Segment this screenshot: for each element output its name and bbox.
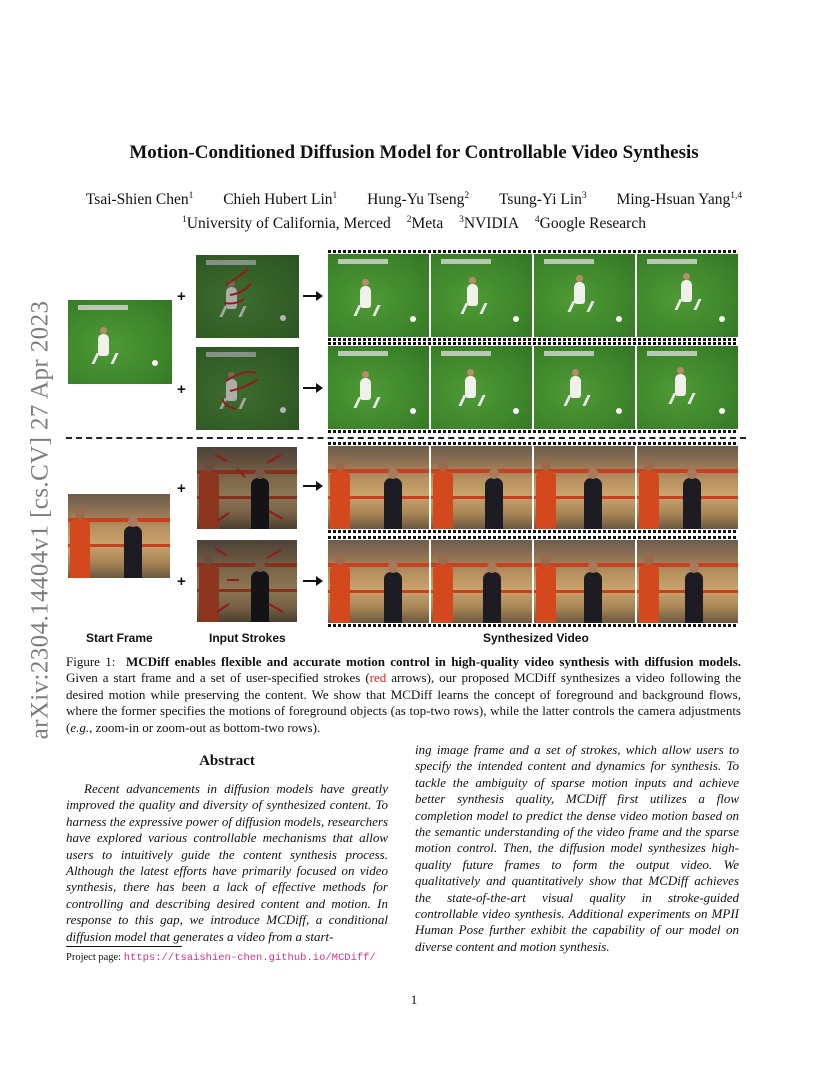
start-frame-soccer xyxy=(68,300,172,384)
synth-frame xyxy=(328,540,429,623)
author: Tsai-Shien Chen$^1$ xyxy=(85,191,194,209)
arrow-icon xyxy=(303,387,321,389)
plus-sign: + xyxy=(177,381,186,398)
stroke-frame-soccer-2 xyxy=(196,347,299,430)
author: Tsung-Yi Lin$^3$ xyxy=(499,191,587,209)
arrow-icon xyxy=(303,485,321,487)
stroke-frame-factory-1 xyxy=(197,447,297,529)
affiliation-list xyxy=(60,210,768,234)
synth-frame xyxy=(431,446,532,529)
author-list xyxy=(60,186,768,210)
affiliation: $^1$University of California, Merced xyxy=(182,215,391,233)
label-synthesized-video: Synthesized Video xyxy=(483,631,589,645)
synth-frame xyxy=(534,446,635,529)
synth-frame xyxy=(431,540,532,623)
author: Chieh Hubert Lin$^1$ xyxy=(223,191,338,209)
stroke-frame-soccer-1 xyxy=(196,255,299,338)
synth-frame xyxy=(637,540,738,623)
stroke-frame-factory-2 xyxy=(197,540,297,622)
motion-stroke-icon xyxy=(196,347,299,430)
motion-stroke-icon xyxy=(197,540,297,622)
author-block xyxy=(60,186,768,234)
affiliation: $^3$NVIDIA xyxy=(459,215,520,233)
arrow-icon xyxy=(303,580,321,582)
motion-stroke-icon xyxy=(196,255,299,338)
abstract-right-column: ing image frame and a set of strokes, which allow users to specify the intended content and dynamics for synthesis. To tackle the ambiguity of sparse motion inputs and achieve better synthesis quality, MCDiff first utilizes a flow completion model to predict the dense video motion based on the semantic understanding of the video frame and the sparse motion control. Then, the diffusion model synthesizes high-quality future frames to form the output video. We qualitatively and quantitatively show that MCDiff achieves the state-of-the-art visual quality in stroke-guided controllable video synthesis. Additional experiments on MPII Human Pose further exhibit the capability of our model on diverse content and motion synthesis. xyxy=(415,742,739,954)
synth-frame xyxy=(637,346,738,429)
plus-sign: + xyxy=(177,573,186,590)
synth-frame xyxy=(431,346,532,429)
start-frame-factory xyxy=(68,494,170,578)
footnote-rule xyxy=(66,946,182,947)
synth-frame xyxy=(431,254,532,337)
page-number: 1 xyxy=(410,992,418,1007)
synth-frame xyxy=(328,254,429,337)
affiliation: $^2$Meta xyxy=(406,215,444,233)
figure-separator xyxy=(66,437,746,439)
figure-1 xyxy=(66,250,746,650)
paper-title: Motion-Conditioned Diffusion Model for Controllable Video Synthesis xyxy=(129,142,699,163)
synth-frame xyxy=(534,540,635,623)
figure-caption: Figure 1: MCDiff enables flexible and accurate motion control in high-quality video synthesis with diffusion models. Given a start frame and a set of user-specified strokes (red arrows), our proposed MCDiff synthesizes a video following the desired motion while preserving the content. We show that MCDiff learns the concept of foreground and background flows, where the former specifies the motions of foreground objects (as top-two rows), while the latter controls the camera adjustments (e.g., zoom-in or zoom-out as bottom-two rows). xyxy=(66,654,742,735)
project-page-link[interactable]: https://tsaishien-chen.github.io/MCDiff/ xyxy=(123,952,376,964)
arxiv-id: arXiv:2304.14404v1 [cs.CV] 27 Apr 2023 xyxy=(26,300,53,740)
author: Hung-Yu Tseng$^2$ xyxy=(367,191,470,209)
arxiv-stamp xyxy=(22,285,58,755)
affiliation: $^4$Google Research xyxy=(534,215,646,233)
synth-frame xyxy=(637,446,738,529)
synth-frame xyxy=(534,346,635,429)
abstract-heading: Abstract xyxy=(199,753,255,769)
label-start-frame: Start Frame xyxy=(86,631,153,645)
synth-frame xyxy=(637,254,738,337)
plus-sign: + xyxy=(177,480,186,497)
arrow-icon xyxy=(303,295,321,297)
synth-frame xyxy=(328,446,429,529)
footnote: Project page: https://tsaishien-chen.github.io/MCDiff/ xyxy=(66,952,376,964)
author: Ming-Hsuan Yang$^{1,4}$ xyxy=(616,191,743,209)
abstract-left-column: Recent advancements in diffusion models have greatly improved the quality and diversity of synthesized content. To harness the expressive power of diffusion models, researchers have explored various controllable mechanisms that allow users to intuitively guide the content synthesis process. Although the latest efforts have primarily focused on video synthesis, there has been a lack of effective methods for controlling and describing desired content and motion. In response to this gap, we introduce MCDiff, a conditional diffusion model that generates a video from a start- xyxy=(66,781,388,944)
synth-frame xyxy=(328,346,429,429)
label-input-strokes: Input Strokes xyxy=(209,631,286,645)
motion-stroke-icon xyxy=(197,447,297,529)
plus-sign: + xyxy=(177,288,186,305)
synth-frame xyxy=(534,254,635,337)
